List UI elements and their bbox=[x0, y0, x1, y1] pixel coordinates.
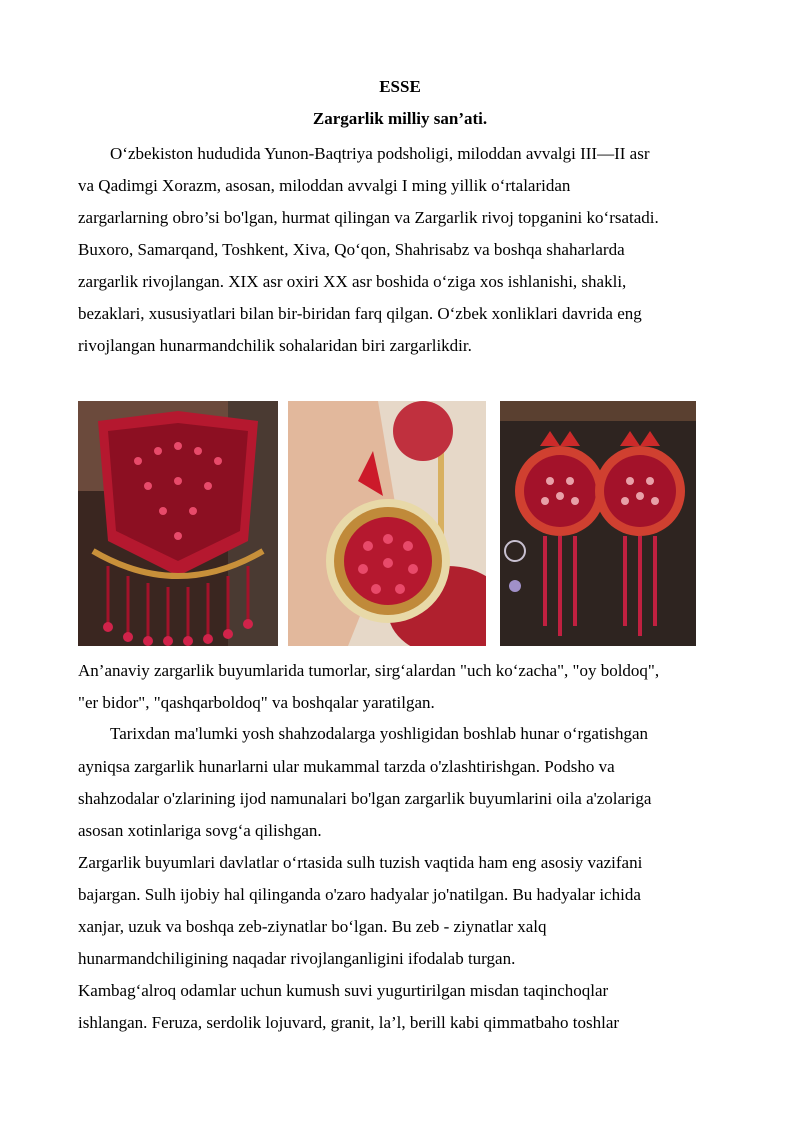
paragraph-1-line: O‘zbekiston hududida Yunon-Baqtriya podsholigi, miloddan avvalgi III—II asr bbox=[110, 144, 650, 163]
paragraph-4-line: hunarmandchiligining naqadar rivojlanganligini ifodalab turgan. bbox=[78, 949, 516, 968]
jewelry-earrings-photo bbox=[500, 401, 696, 646]
document-subtitle: Zargarlik milliy san’ati. bbox=[312, 109, 488, 128]
paragraph-3-line: ayniqsa zargarlik hunarlarni ular mukammal tarzda o'zlashtirishgan. Podsho va bbox=[78, 757, 615, 776]
paragraph-4-line: Zargarlik buyumlari davlatlar o‘rtasida sulh tuzish vaqtida ham eng asosiy vazifani bbox=[78, 853, 643, 872]
paragraph-5-line: Kambag‘alroq odamlar uchun kumush suvi yugurtirilgan misdan taqinchoqlar bbox=[78, 981, 609, 1000]
paragraph-1-line: bezaklari, xususiyatlari bilan bir-biridan farq qilgan. O‘zbek xonliklari davrida eng bbox=[78, 304, 642, 323]
paragraph-1-line: zargarlarning obro’si bo'lgan, hurmat qilingan va Zargarlik rivoj topganini ko‘rsatadi. bbox=[78, 208, 659, 227]
jewelry-headpiece-photo bbox=[78, 401, 278, 646]
paragraph-1-line: va Qadimgi Xorazm, asosan, miloddan avvalgi I ming yillik o‘rtalaridan bbox=[78, 176, 571, 195]
paragraph-3-line: shahzodalar o'zlarining ijod namunalari bo'lgan zargarlik buyumlarini oila a'zolariga bbox=[78, 789, 652, 808]
paragraph-3-line: Tarixdan ma'lumki yosh shahzodalarga yoshligidan boshlab hunar o‘rgatishgan bbox=[110, 724, 649, 743]
paragraph-1-line: zargarlik rivojlangan. XIX asr oxiri XX asr boshida o‘ziga xos ishlanishi, shakli, bbox=[78, 272, 627, 291]
paragraph-1-line: Buxoro, Samarqand, Toshkent, Xiva, Qo‘qon, Shahrisabz va boshqa shaharlarda bbox=[78, 240, 625, 259]
paragraph-1-line: rivojlangan hunarmandchilik sohalaridan biri zargarlikdir. bbox=[78, 336, 472, 355]
paragraph-4-line: xanjar, uzuk va boshqa zeb-ziynatlar bo‘lgan. Bu zeb - ziynatlar xalq bbox=[78, 917, 547, 936]
paragraph-2-line: "er bidor", "qashqarboldoq" va boshqalar yaratilgan. bbox=[78, 693, 435, 712]
paragraph-4-line: bajargan. Sulh ijobiy hal qilinganda o'zaro hadyalar jo'natilgan. Bu hadyalar ichida bbox=[78, 885, 641, 904]
document-title: ESSE bbox=[379, 77, 421, 96]
paragraph-3-line: asosan xotinlariga sovg‘a qilishgan. bbox=[78, 821, 322, 840]
paragraph-2-line: An’anaviy zargarlik buyumlarida tumorlar, sirg‘alardan "uch ko‘zacha", "oy boldoq", bbox=[78, 661, 660, 680]
paragraph-5-line: ishlangan. Feruza, serdolik lojuvard, granit, la’l, berill kabi qimmatbaho toshlar bbox=[78, 1013, 620, 1032]
jewelry-pendant-photo bbox=[288, 401, 486, 646]
